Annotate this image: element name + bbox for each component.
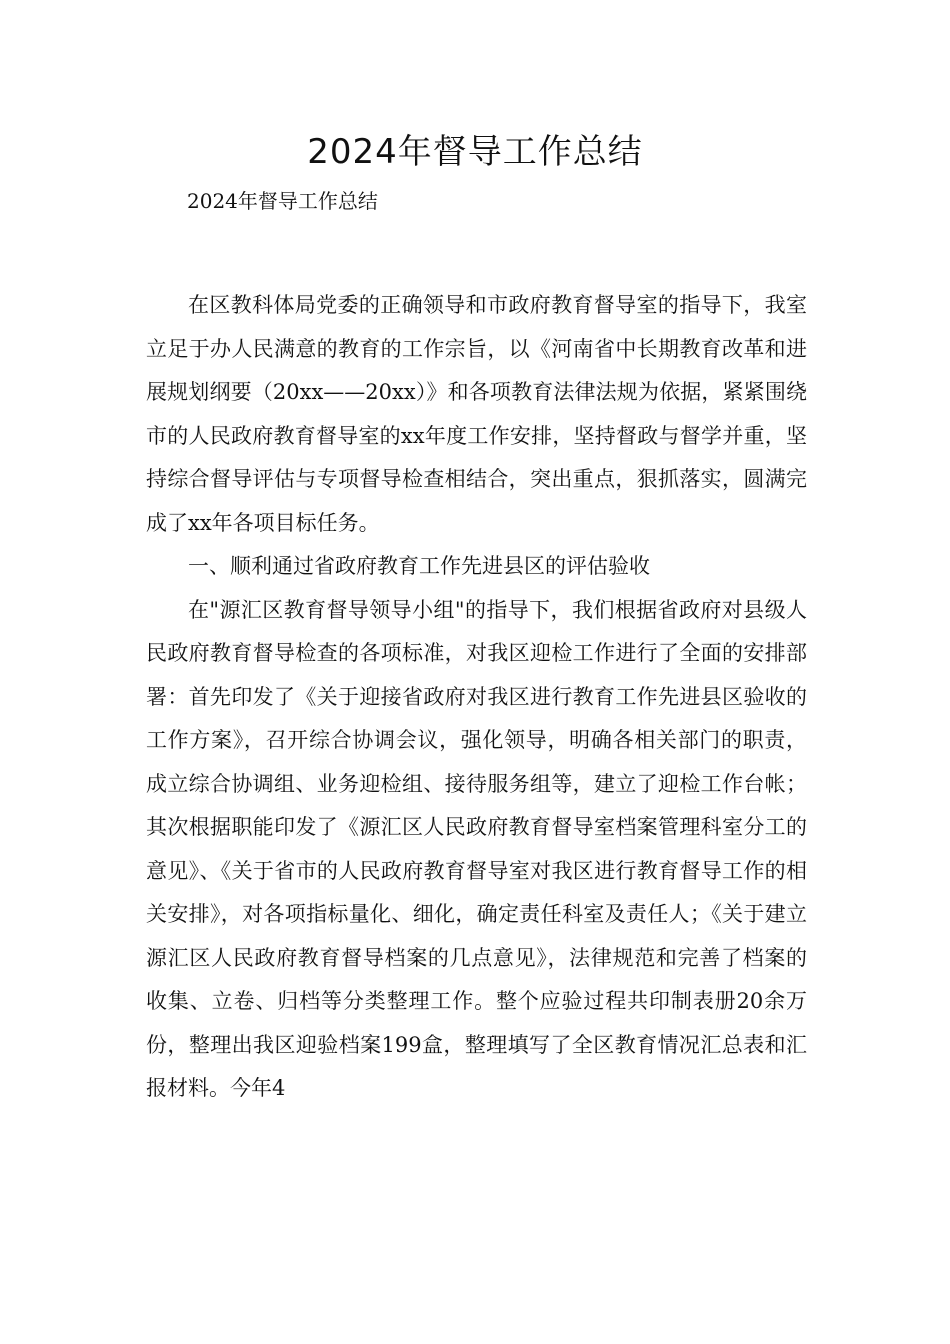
paragraph-section-1: 在"源汇区教育督导领导小组"的指导下，我们根据省政府对县级人民政府教育督导检查的各项标准，对我区迎检工作进行了全面的安排部署：首先印发了《关于迎接省政府对我区进行教育工作先进县区验收的工作方案》，召开综合协调会议，强化领导，明确各相关部门的职责，成立综合协调组、业务迎检组、接待服务组等，建立了迎检工作台帐；其次根据职能印发了《源汇区人民政府教育督导室档案管理科室分工的意见》、《关于省市的人民政府教育督导室对我区进行教育督导工作的相关安排》，对各项指标量化、细化，确定责任科室及责任人；《关于建立源汇区人民政府教育督导档案的几点意见》，法律规范和完善了档案的收集、立卷、归档等分类整理工作。整个应验过程共印制表册20余万份，整理出我区迎验档案199盒，整理填写了全区教育情况汇总表和汇报材料。今年4	[146, 597, 807, 1100]
paragraph-intro: 在区教科体局党委的正确领导和市政府教育督导室的指导下，我室立足于办人民满意的教育的工作宗旨，以《河南省中长期教育改革和进展规划纲要（20xx——20xx）》和各项教育法律法规为依据，紧紧围绕市的人民政府教育督导室的xx年度工作安排，坚持督政与督学并重，坚持综合督导评估与专项督导检查相结合，突出重点，狠抓落实，圆满完成了xx年各项目标任务。	[146, 293, 807, 535]
document-subtitle: 2024年督导工作总结	[187, 189, 378, 213]
section-heading-1: 一、顺利通过省政府教育工作先进县区的评估验收	[188, 554, 650, 578]
document-title: 2024年督导工作总结	[307, 132, 643, 172]
document-body	[146, 284, 807, 1111]
